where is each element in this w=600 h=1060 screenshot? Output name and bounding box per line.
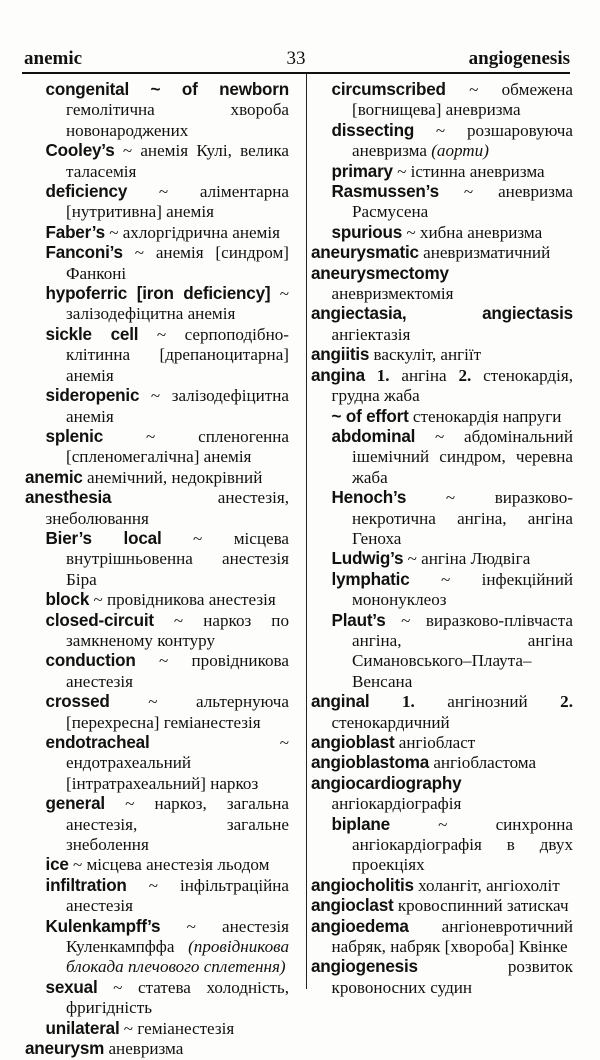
- entry-definition: ~ виразково-некротична ангіна, ангіна Геноха: [352, 488, 573, 548]
- entry-term: aneurysm: [25, 1039, 105, 1059]
- entry-subentry: [25, 427, 289, 468]
- entry-term: congenital ~ of newborn: [45, 80, 289, 99]
- entry-term: angiectasia, angiectasis: [311, 304, 573, 324]
- entry-definition: кровоспинний затискач: [397, 896, 569, 916]
- entry-definition: ~ обмежена [вогнищева] аневризма: [352, 80, 573, 120]
- entry-term: primary: [331, 161, 393, 181]
- entry-term: sideropenic: [45, 386, 140, 406]
- entry-term: abdominal: [331, 426, 416, 446]
- entry-definition: ~ місцева внутрішньовенна анестезія Біра: [66, 528, 290, 589]
- entry-headword: [311, 957, 573, 998]
- sense-definition: стенокардичний: [331, 712, 450, 732]
- entry-definition: ~ спленогенна [спленомегалічна] анемія: [66, 426, 289, 467]
- entry-term: Plaut’s: [331, 610, 386, 630]
- entry-definition: ~ наркоз по замкненому контуру: [66, 610, 289, 650]
- entry-headword: [311, 366, 573, 407]
- entry-term: Henoch’s: [331, 488, 407, 508]
- entry-term: Fanconi’s: [45, 243, 123, 263]
- entry-definition: аневризматичний: [423, 243, 551, 263]
- entry-headword: [311, 917, 573, 958]
- entry-headword: [311, 753, 573, 773]
- entry-term: unilateral: [45, 1018, 120, 1038]
- entry-definition: ~ анемія [синдром] Фанконі: [66, 243, 289, 283]
- sense-definition: ангіна: [401, 365, 447, 385]
- entry-definition: ~ ангіна Людвіга: [407, 549, 531, 569]
- entry-subentry: [311, 488, 573, 549]
- entry-subentry: [25, 529, 289, 590]
- entry-subentry: [25, 182, 289, 223]
- entry-subentry: [25, 692, 289, 733]
- entry-subentry: [311, 611, 573, 693]
- entry-definition: васкуліт, ангіїт: [373, 345, 482, 365]
- entry-definition: ~ розшаровуюча аневризма: [352, 120, 573, 161]
- entry-definition: ~ залізодефіцитна анемія: [66, 284, 289, 324]
- entry-term: biplane: [331, 814, 390, 834]
- entry-term: lymphatic: [331, 569, 410, 589]
- entry-definition: аневризма: [108, 1039, 184, 1059]
- entry-subentry: [311, 182, 573, 223]
- entry-term: Kulenkampff’s: [45, 916, 161, 936]
- entry-definition: ~ хибна аневризма: [406, 222, 543, 242]
- entry-definition: ~ серпоподібно-клітинна [дрепаноцитарна] анемія: [66, 324, 289, 385]
- entry-headword: [311, 264, 573, 305]
- page-number: 33: [286, 48, 306, 69]
- entry-subentry: [25, 284, 289, 325]
- sense-number: 1.: [401, 692, 415, 712]
- entry-headword: [25, 1039, 289, 1059]
- entry-definition: ангіектазія: [331, 324, 411, 344]
- entry-definition: ~ істинна аневризма: [397, 161, 545, 181]
- left-column: [25, 80, 289, 1060]
- entry-term: Rasmussen’s: [331, 182, 439, 202]
- entry-definition: холангіт, ангіохоліт: [418, 875, 560, 895]
- entry-definition: ~ інфільтраційна анестезія: [66, 875, 289, 916]
- entry-note: (аорти): [431, 141, 489, 161]
- entry-headword: [311, 876, 573, 896]
- entry-definition: ангіоневротичний набряк, набряк [хвороба] Квінке: [331, 916, 573, 957]
- entry-term: aneurysmatic: [311, 243, 419, 263]
- entry-definition: ~ анемія Кулі, велика таласемія: [66, 141, 289, 181]
- entry-definition: ангіобластома: [433, 753, 537, 773]
- entry-definition: аневризмектомія: [331, 284, 454, 304]
- entry-term: aneurysmectomy: [311, 263, 449, 283]
- entry-term: dissecting: [331, 120, 415, 140]
- entry-term: hypoferric [iron deficiency]: [45, 284, 271, 304]
- entry-subentry: [25, 733, 289, 794]
- entry-definition: ~ аневризма Расмусена: [352, 182, 573, 222]
- entry-subentry: [25, 325, 289, 386]
- right-column: [311, 80, 573, 998]
- entry-subentry: [25, 1019, 289, 1039]
- entry-term: anesthesia: [25, 488, 112, 508]
- entry-term: Faber’s: [45, 222, 105, 242]
- entry-term: block: [45, 590, 90, 610]
- entry-subentry: [25, 590, 289, 610]
- entry-headword: [311, 774, 573, 815]
- entry-definition: стенокардія напруги: [412, 406, 562, 426]
- entry-term: crossed: [45, 692, 110, 712]
- entry-term: anemic: [25, 467, 83, 487]
- entry-definition: ~ альтернуюча [перехресна] геміанестезія: [66, 692, 289, 732]
- entry-term: closed-circuit: [45, 610, 154, 630]
- entry-term: spurious: [331, 222, 403, 242]
- entry-term: endotracheal: [45, 733, 150, 752]
- entry-headword: [25, 488, 289, 529]
- entry-term: angioblastoma: [311, 753, 430, 773]
- entry-term: angioedema: [311, 916, 409, 936]
- entry-term: sickle cell: [45, 324, 139, 344]
- entry-term: anginal: [311, 692, 370, 712]
- entry-definition: анемічний, недокрівний: [87, 467, 263, 487]
- entry-definition: ~ аліментарна [нутритивна] анемія: [66, 182, 289, 222]
- entry-term: ~ of effort: [331, 406, 409, 426]
- entry-definition: ~ наркоз, загальна анестезія, загальне знеболення: [66, 794, 290, 855]
- entry-term: Ludwig’s: [331, 549, 404, 569]
- entry-subentry: [311, 407, 573, 427]
- entry-headword: [311, 243, 573, 263]
- sense-number: 2.: [560, 692, 573, 712]
- entry-term: angioblast: [311, 733, 395, 752]
- entry-note: (провідникова блокада плечового сплетення): [66, 937, 289, 977]
- entry-subentry: [311, 570, 573, 611]
- entry-term: angiogenesis: [311, 957, 418, 977]
- sense-number: 2.: [458, 365, 472, 385]
- entry-headword: [311, 692, 573, 733]
- entry-headword: [311, 345, 573, 365]
- entry-definition: ~ провідникова анестезія: [66, 651, 289, 691]
- entry-definition: ~ залізодефіцитна анемія: [66, 386, 289, 426]
- entry-definition: анестезія, знеболювання: [45, 488, 289, 528]
- entry-headword: [311, 896, 573, 916]
- entry-term: angiitis: [311, 345, 370, 365]
- entry-subentry: [25, 386, 289, 427]
- entry-term: general: [45, 794, 105, 814]
- entry-subentry: [25, 651, 289, 692]
- entry-term: ice: [45, 855, 69, 875]
- entry-definition: ~ місцева анестезія льодом: [72, 855, 270, 875]
- entry-definition: ~ інфекційний мононуклеоз: [352, 569, 573, 610]
- entry-term: deficiency: [45, 182, 128, 202]
- entry-subentry: [25, 855, 289, 875]
- sense-definition: ангінозний: [447, 692, 528, 712]
- entry-subentry: [25, 611, 289, 652]
- sense-number: 1.: [376, 365, 390, 385]
- entry-term: infiltration: [45, 875, 127, 895]
- entry-term: angiocholitis: [311, 875, 414, 895]
- entry-subentry: [311, 80, 573, 121]
- entry-definition: ~ провідникова анестезія: [93, 590, 276, 610]
- entry-headword: [311, 733, 573, 753]
- entry-subentry: [25, 80, 289, 141]
- entry-term: splenic: [45, 426, 104, 446]
- entry-subentry: [25, 243, 289, 284]
- entry-term: sexual: [45, 977, 98, 997]
- entry-term: angina: [311, 365, 365, 385]
- entry-definition: розвиток кровоносних судин: [331, 957, 573, 997]
- entry-term: conduction: [45, 651, 136, 671]
- sense-definition: стенокардія, грудна жаба: [331, 365, 573, 406]
- entry-subentry: [25, 876, 289, 917]
- entry-definition: ~ анестезія Куленкампффа: [66, 916, 289, 957]
- entry-term: Bier’s local: [45, 528, 162, 548]
- header-last-word: angiogenesis: [468, 48, 570, 69]
- entry-definition: ~ синхронна ангіокардіографія в двух проекціях: [352, 814, 573, 875]
- header-first-word: anemic: [24, 48, 83, 69]
- entry-subentry: [311, 121, 573, 162]
- entry-term: circumscribed: [331, 80, 446, 99]
- column-divider: [306, 74, 307, 989]
- entry-definition: ~ ендотрахеальний [інтратрахеальний] наркоз: [66, 733, 289, 793]
- entry-definition: гемолітична хвороба новонароджених: [66, 100, 289, 140]
- entry-subentry: [25, 978, 289, 1019]
- entry-subentry: [311, 549, 573, 569]
- entry-definition: ~ ахлоргідрична анемія: [109, 222, 280, 242]
- entry-subentry: [25, 917, 289, 978]
- page-header: [22, 46, 570, 74]
- entry-subentry: [25, 141, 289, 182]
- entry-definition: ~ статева холодність, фригідність: [66, 977, 289, 1018]
- entry-definition: ангіобласт: [398, 733, 476, 752]
- entry-definition: ангіокардіографія: [331, 794, 462, 814]
- entry-headword: [25, 468, 289, 488]
- entry-subentry: [311, 815, 573, 876]
- entry-definition: ~ абдомінальний ішемічний синдром, черевна жаба: [352, 426, 573, 487]
- entry-definition: ~ виразково-плівчаста ангіна, ангіна Симановського–Плаута–Венсана: [352, 610, 573, 691]
- entry-subentry: [25, 794, 289, 855]
- entry-term: angioclast: [311, 896, 394, 916]
- entry-headword: [311, 304, 573, 345]
- entry-subentry: [311, 162, 573, 182]
- entry-definition: ~ геміанестезія: [123, 1018, 235, 1038]
- entry-term: angiocardiography: [311, 773, 462, 793]
- entry-subentry: [311, 223, 573, 243]
- entry-term: Cooley’s: [45, 141, 115, 161]
- entry-subentry: [311, 427, 573, 488]
- entry-subentry: [25, 223, 289, 243]
